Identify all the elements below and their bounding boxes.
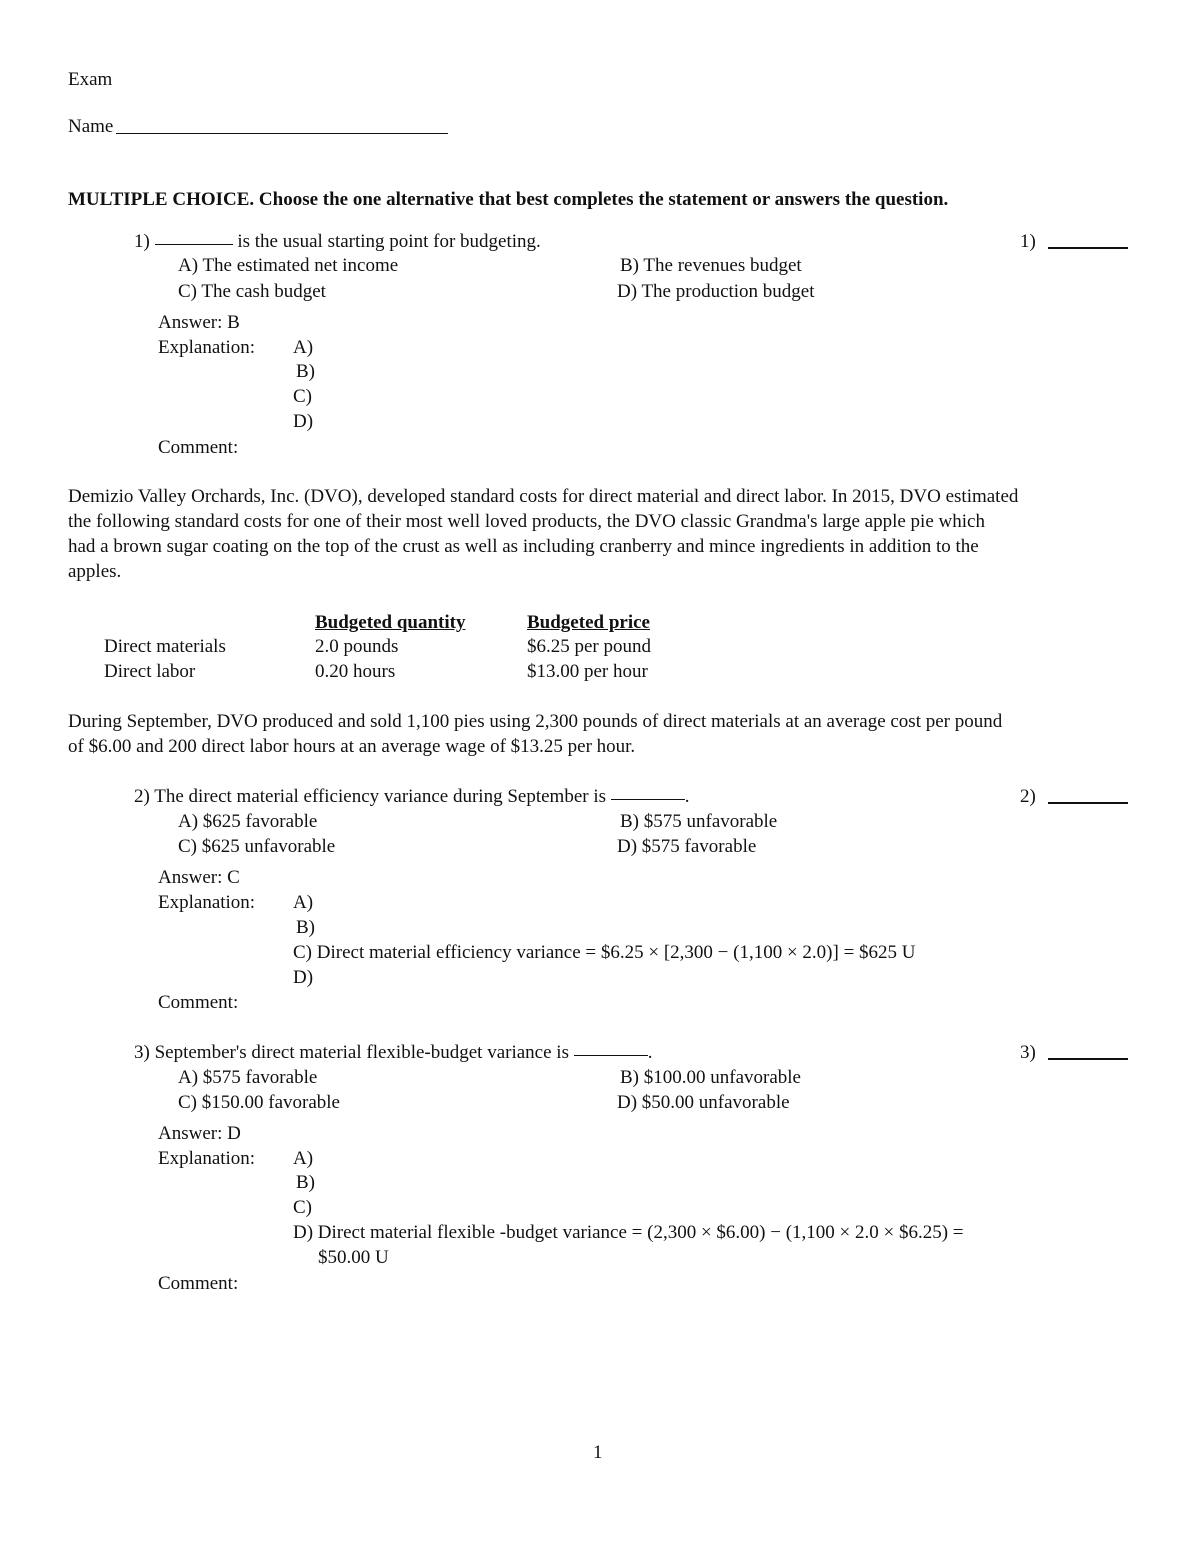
q3-exp-b: B) (296, 1172, 315, 1193)
question-1-margin-number: 1) (1020, 231, 1036, 252)
table-header-price: Budgeted price (527, 612, 650, 633)
scenario2-line-1: During September, DVO produced and sold 1,100 pies using 2,300 pounds of direct materials at an average cost per pound (68, 711, 1003, 732)
table-row-price: $6.25 per pound (527, 636, 652, 657)
q3-choice-d: D) $50.00 unfavorable (617, 1092, 790, 1113)
question-2-stem (134, 787, 690, 806)
question-2-margin-number: 2) (1020, 786, 1036, 807)
question-3-number: 3) (134, 1042, 150, 1063)
page-number: 1 (593, 1442, 603, 1463)
table-header-quantity: Budgeted quantity (315, 612, 466, 633)
q1-explanation-label: Explanation: (158, 337, 256, 358)
question-3-blank (574, 1055, 648, 1056)
q3-exp-c: C) (293, 1197, 312, 1218)
q1-exp-d: D) (293, 411, 314, 432)
table-row-qty: 0.20 hours (315, 661, 396, 682)
answer-label: Answer: (158, 312, 223, 333)
q2-choice-a: A) $625 favorable (178, 811, 318, 832)
q3-answer-value: D (227, 1123, 241, 1144)
answer-label: Answer: (158, 867, 223, 888)
q2-answer-value: C (227, 867, 240, 888)
q1-exp-c: C) (293, 386, 312, 407)
question-1-text: is the usual starting point for budgeting. (237, 231, 541, 252)
question-3-margin-number: 3) (1020, 1042, 1036, 1063)
scenario-line-3: had a brown sugar coating on the top of the crust as well as including cranberry and mince ingredients in addition to the (68, 536, 979, 557)
scenario-line-1: Demizio Valley Orchards, Inc. (DVO), developed standard costs for direct material and direct labor. In 2015, DVO estimated (68, 486, 1019, 507)
q1-choice-c: C) The cash budget (178, 281, 326, 302)
question-2-number: 2) (134, 786, 150, 807)
question-3-text: September's direct material flexible-budget variance is (154, 1042, 569, 1063)
q3-comment-label: Comment: (158, 1273, 239, 1294)
q2-exp-a: A) (293, 892, 314, 913)
question-2-text: The direct material efficiency variance during September is (154, 786, 607, 807)
scenario-line-2: the following standard costs for one of their most well loved products, the DVO classic Grandma's large apple pie which (68, 511, 985, 532)
period: . (647, 1042, 653, 1063)
name-field[interactable] (116, 133, 448, 134)
q3-choice-b: B) $100.00 unfavorable (620, 1067, 801, 1088)
question-1-answer-line[interactable] (1048, 247, 1128, 249)
instructions: MULTIPLE CHOICE. Choose the one alternative that best completes the statement or answers the question. (68, 189, 949, 210)
q3-answer (158, 1124, 241, 1143)
q1-answer-value: B (227, 312, 240, 333)
name-label: Name (68, 116, 114, 137)
question-1-stem (134, 232, 541, 251)
table-row-price: $13.00 per hour (527, 661, 648, 682)
q2-exp-c: C) Direct material efficiency variance = $6.25 × [2,300 − (1,100 × 2.0)] = $625 U (293, 942, 916, 963)
q3-exp-d: D) Direct material flexible -budget variance = (2,300 × $6.00) − (1,100 × 2.0 × $6.25) = (293, 1222, 964, 1243)
q3-choice-a: A) $575 favorable (178, 1067, 318, 1088)
question-1-blank (155, 244, 233, 245)
q1-comment-label: Comment: (158, 437, 239, 458)
table-row-qty: 2.0 pounds (315, 636, 399, 657)
q2-exp-b: B) (296, 917, 315, 938)
q1-choice-b: B) The revenues budget (620, 255, 802, 276)
scenario2-line-2: of $6.00 and 200 direct labor hours at an average wage of $13.25 per hour. (68, 736, 636, 757)
q2-choice-d: D) $575 favorable (617, 836, 757, 857)
q2-comment-label: Comment: (158, 992, 239, 1013)
table-row-label: Direct materials (104, 636, 226, 657)
q1-choice-a: A) The estimated net income (178, 255, 399, 276)
q3-exp-d-continued: $50.00 U (318, 1247, 389, 1268)
q1-exp-a: A) (293, 337, 314, 358)
q1-exp-b: B) (296, 361, 315, 382)
q3-explanation-label: Explanation: (158, 1148, 256, 1169)
q2-explanation-label: Explanation: (158, 892, 256, 913)
table-row-label: Direct labor (104, 661, 196, 682)
q2-choice-b: B) $575 unfavorable (620, 811, 778, 832)
period: . (684, 786, 690, 807)
exam-title: Exam (68, 69, 113, 90)
q3-choice-c: C) $150.00 favorable (178, 1092, 340, 1113)
q3-exp-a: A) (293, 1148, 314, 1169)
q2-choice-c: C) $625 unfavorable (178, 836, 336, 857)
question-2-answer-line[interactable] (1048, 802, 1128, 804)
question-3-stem (134, 1043, 652, 1062)
q1-answer (158, 313, 240, 332)
question-3-answer-line[interactable] (1048, 1058, 1128, 1060)
scenario-line-4: apples. (68, 561, 122, 582)
question-2-blank (611, 799, 685, 800)
question-1-number: 1) (134, 231, 150, 252)
q2-answer (158, 868, 240, 887)
answer-label: Answer: (158, 1123, 223, 1144)
q2-exp-d: D) (293, 967, 314, 988)
q1-choice-d: D) The production budget (617, 281, 815, 302)
